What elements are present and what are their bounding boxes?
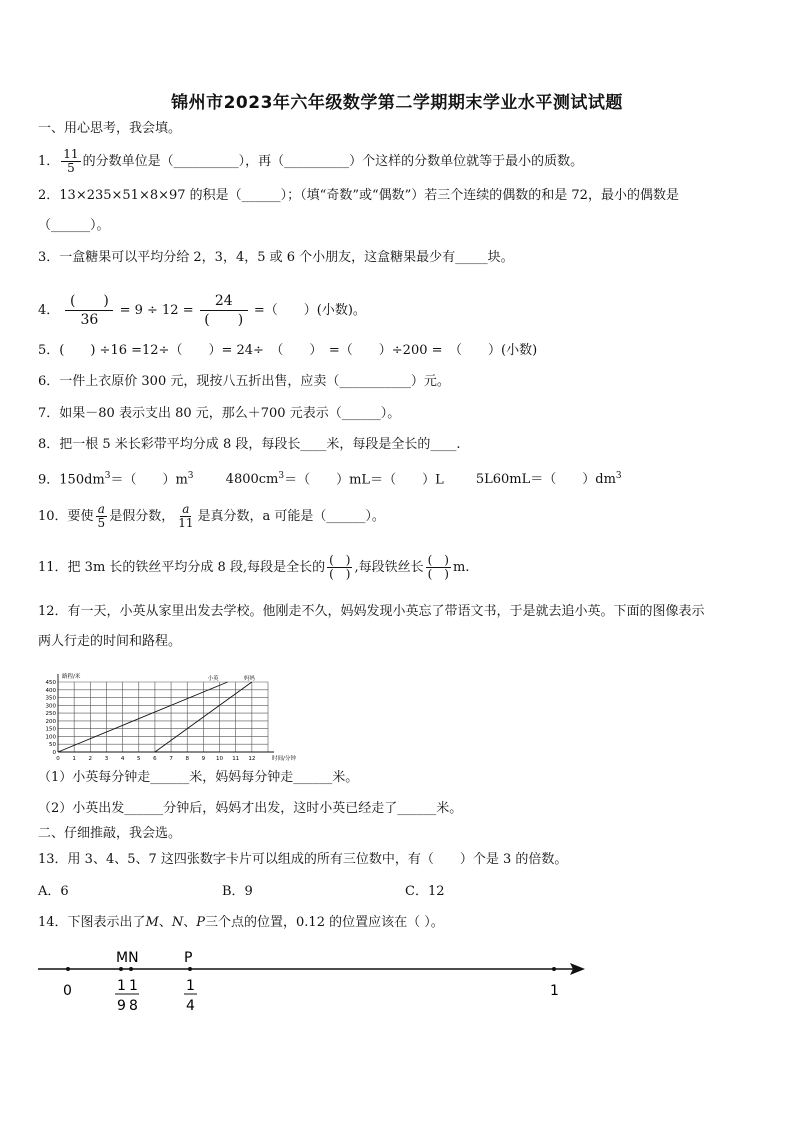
- x-axis-label: 时间/分钟: [272, 756, 296, 762]
- y-tick-label: 250: [45, 711, 56, 718]
- question-2-line-2: （______）。: [38, 218, 110, 233]
- section-heading-1: 一、用心思考，我会填。: [38, 121, 182, 136]
- x-tick-label: 5: [137, 756, 141, 762]
- fraction: $\frac{24}{( )}$: [200, 292, 248, 329]
- n-fraction-den: 8: [129, 998, 138, 1014]
- question-4: [38, 292, 366, 329]
- m-fraction-num: 1: [117, 978, 126, 994]
- question-6: 6．一件上衣原价 300 元，现按八五折出售，应卖（___________）元。: [38, 374, 450, 389]
- chart-labels: [46, 672, 297, 762]
- question-12-part-2: （2）小英出发______分钟后，妈妈才出发，这时小英已经走了______米。: [38, 801, 463, 816]
- question-14: 14．下图表示出了M、N、P三个点的位置，0.12 的位置应该在（ ）。: [38, 915, 444, 930]
- series-label: 妈妈: [243, 676, 255, 682]
- y-tick-label: 100: [45, 734, 56, 741]
- question-8: 8．把一根 5 米长彩带平均分成 8 段，每段长____米，每段是全长的____.: [38, 437, 461, 452]
- question-10: 10．要使 $\frac{a}{5}$ 是假分数， $\frac{a}{11}$ 是真分数，a 可能是（______）。: [38, 502, 385, 530]
- y-tick-label: 200: [45, 718, 56, 725]
- question-text: 的分数单位是（__________），再（__________）个这样的分数单位就等于最小的质数。: [82, 154, 584, 169]
- x-tick-label: 6: [153, 756, 157, 762]
- x-tick-label: 10: [216, 756, 224, 762]
- question-number: 4．: [38, 303, 60, 318]
- p-fraction-den: 4: [186, 998, 195, 1014]
- x-tick-label: 9: [201, 756, 206, 762]
- x-tick-label: 1: [72, 756, 76, 762]
- option-b: B．9: [222, 884, 253, 899]
- y-tick-label: 50: [49, 742, 56, 749]
- fraction: $\frac{( )}{( )}$: [329, 553, 351, 581]
- number-line: [30, 945, 600, 1020]
- x-tick-label: 0: [56, 756, 60, 762]
- y-tick-label: 350: [45, 695, 56, 702]
- y-axis-label: 路程/米: [62, 674, 81, 680]
- question-13: 13．用 3、4、5、7 这四张数字卡片可以组成的所有三位数中，有（ ）个是 3 的倍数。: [38, 852, 568, 867]
- fraction: $\frac{a}{5}$: [97, 502, 106, 530]
- y-tick-label: 150: [45, 726, 56, 733]
- question-1: [38, 148, 583, 175]
- series-label: 小英: [207, 676, 219, 682]
- question-number: 1．: [38, 154, 60, 169]
- question-5: 5．( ) ÷16 =12÷（ ）= 24÷ （ ） =（ ）÷200 = （ ）(小数): [38, 343, 538, 358]
- question-12-line-1: 12．有一天，小英从家里出发去学校。他刚走不久，妈妈发现小英忘了带语文书，于是就去追小英。下面的图像表示: [38, 604, 705, 619]
- point-zero: [66, 967, 70, 971]
- fraction: $\frac{( )}{36}$: [65, 292, 113, 329]
- point-one: [552, 967, 556, 971]
- n-fraction-num: 1: [129, 978, 138, 994]
- point-n: [129, 967, 133, 971]
- question-text: = 9 ÷ 12 =: [119, 303, 194, 318]
- point-p: [188, 967, 192, 971]
- question-2-line-1: 2．13×235×51×8×97 的积是（______）；（填“奇数”或“偶数”）若三个连续的偶数的和是 72，最小的偶数是: [38, 188, 679, 203]
- fraction: $\frac{a}{11}$: [178, 502, 194, 530]
- x-tick-label: 4: [120, 756, 125, 762]
- mn-label: MN: [116, 950, 139, 966]
- section-heading-2: 二、仔细推敲，我会选。: [38, 826, 182, 841]
- x-tick-label: 12: [248, 756, 256, 762]
- page-title: 锦州市2023年六年级数学第二学期期末学业水平测试试题: [171, 93, 623, 113]
- x-tick-label: 11: [232, 756, 240, 762]
- question-11: 11．把 3m 长的铁丝平均分成 8 段,每段是全长的 $\frac{( )}{( )}$ ,每段铁丝长 $\frac{( )}{( )}$ m.: [38, 553, 470, 581]
- x-tick-label: 3: [104, 756, 109, 762]
- x-tick-label: 2: [88, 756, 93, 762]
- question-text: =（ ）(小数)。: [253, 303, 366, 318]
- zero-label: 0: [63, 983, 72, 999]
- series-line-xiaoying: [58, 682, 228, 752]
- option-a: A．6: [38, 884, 69, 899]
- question-7: 7．如果－80 表示支出 80 元，那么＋700 元表示（______）。: [38, 406, 401, 421]
- y-tick-label: 0: [52, 750, 56, 756]
- point-m: [119, 967, 123, 971]
- m-fraction-den: 9: [117, 998, 126, 1014]
- question-3: 3．一盒糖果可以平均分给 2，3，4，5 或 6 个小朋友，这盒糖果最少有_____块。: [38, 250, 514, 265]
- y-tick-label: 300: [45, 703, 56, 710]
- fraction: $\frac{11}{5}$: [63, 147, 79, 175]
- y-tick-label: 450: [45, 680, 56, 686]
- one-label: 1: [550, 983, 559, 999]
- question-12-line-2: 两人行走的时间和路程。: [38, 634, 182, 649]
- question-12-part-1: （1）小英每分钟走______米，妈妈每分钟走______米。: [38, 770, 359, 785]
- distance-time-chart: [36, 662, 296, 762]
- option-c: C．12: [405, 884, 445, 899]
- x-tick-label: 7: [169, 756, 173, 762]
- chart-grid: [58, 682, 268, 752]
- question-9: 9．$150dm^3=$（ ）$m^3$ $4800cm^3=$（ ）mL＝（ ）L 5L60mL＝（ ）$dm^3$: [38, 471, 622, 488]
- p-label: P: [184, 950, 193, 966]
- p-fraction-num: 1: [186, 978, 195, 994]
- x-tick-label: 8: [185, 756, 189, 762]
- fraction: $\frac{( )}{( )}$: [427, 553, 449, 581]
- y-tick-label: 400: [45, 687, 56, 694]
